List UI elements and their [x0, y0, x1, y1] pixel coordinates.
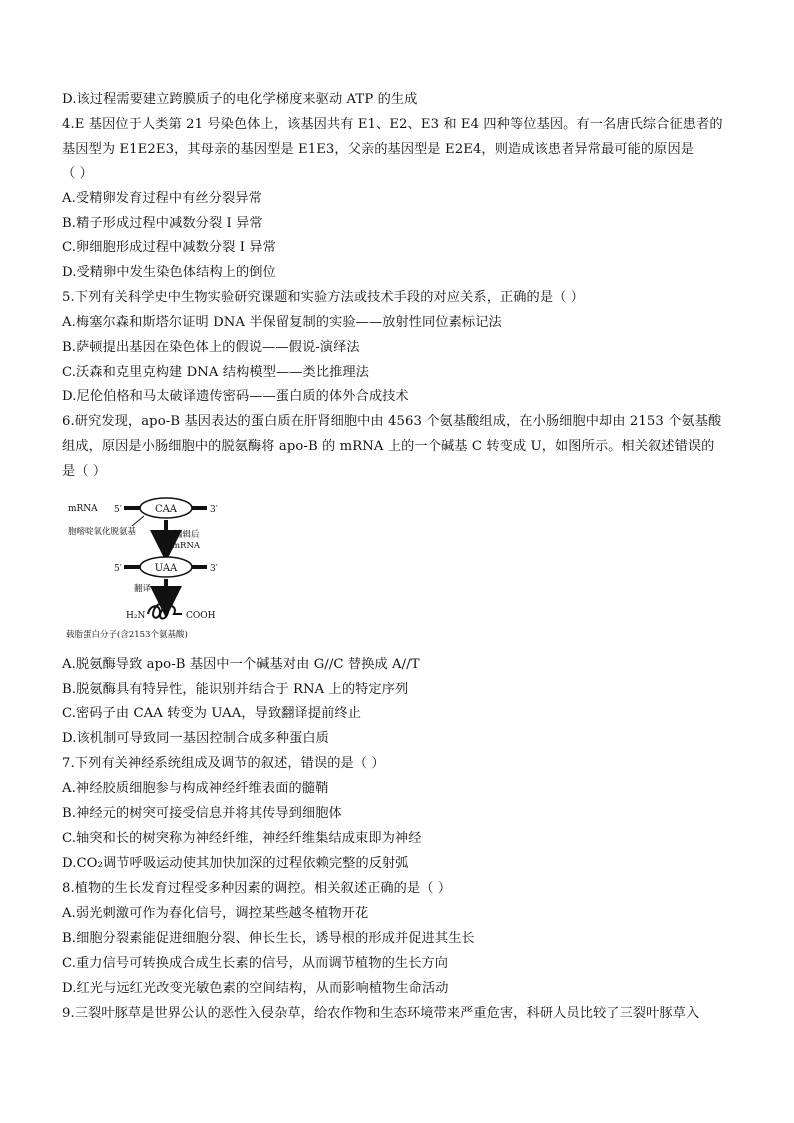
- option-d: D.受精卵中发生染色体结构上的倒位: [62, 265, 276, 280]
- option-c: C.卵细胞形成过程中减数分裂 I 异常: [62, 240, 276, 255]
- option-b: B.萨顿提出基因在染色体上的假说——假说-演绎法: [62, 340, 360, 355]
- option-c: C.密码子由 CAA 转变为 UAA，导致翻译提前终止: [62, 706, 361, 721]
- question-6-stem: 6.研究发现，apo-B 基因表达的蛋白质在肝肾细胞中由 4563 个氨基酸组成，在小肠细胞中却由 2153 个氨基酸: [62, 414, 722, 429]
- option-a: A.神经胶质细胞参与构成神经纤维表面的髓鞘: [62, 781, 329, 796]
- question-8-stem: 8.植物的生长发育过程受多种因素的调控。相关叙述正确的是（ ）: [62, 881, 452, 896]
- enzyme-label: 胞嘧啶氧化脱氨基: [68, 527, 137, 537]
- c-terminus: COOH: [186, 611, 216, 621]
- option-a: A.弱光刺激可作为春化信号，调控某些越冬植物开花: [62, 906, 369, 921]
- option-c: C.重力信号可转换成合成生长素的信号，从而调节植物的生长方向: [62, 956, 449, 971]
- translate-label: 翻译: [134, 584, 152, 594]
- option-b: B.神经元的树突可接受信息并将其传导到细胞体: [62, 806, 342, 821]
- n-terminus: H₂N: [126, 611, 146, 621]
- text-line: 组成，原因是小肠细胞中的脱氨酶将 apo-B 的 mRNA 上的一个碱基 C 转变成 U，如图所示。相关叙述错误的: [62, 439, 715, 454]
- option-b: B.精子形成过程中减数分裂 I 异常: [62, 216, 263, 231]
- option-a: A.脱氨酶导致 apo-B 基因中一个碱基对由 G//C 替换成 A//T: [62, 657, 420, 672]
- five-prime-top: 5′: [114, 505, 122, 515]
- text-line: D.该过程需要建立跨膜质子的电化学梯度来驱动 ATP 的生成: [62, 92, 418, 107]
- codon-bottom: UAA: [154, 563, 178, 574]
- answer-blank: （ ）: [62, 166, 93, 181]
- enzyme-pointer: [132, 516, 144, 526]
- option-c: C.轴突和长的树突称为神经纤维，神经纤维集结成束即为神经: [62, 831, 422, 846]
- protein-chain: [148, 603, 182, 618]
- mrna-editing-diagram: [62, 492, 242, 642]
- option-a: A.受精卵发育过程中有丝分裂异常: [62, 191, 262, 206]
- option-b: B.细胞分裂素能促进细胞分裂、伸长生长，诱导根的形成并促进其生长: [62, 931, 475, 946]
- question-5-stem: 5.下列有关科学史中生物实验研究课题和实验方法或技术手段的对应关系，正确的是（ ）: [62, 290, 584, 305]
- question-9-stem: 9.三裂叶豚草是世界公认的恶性入侵杂草，给农作物和生态环境带来严重危害，科研人员比较了三裂叶豚草入: [62, 1006, 700, 1021]
- text-line: 基因型为 E1E2E3，其母亲的基因型是 E1E3，父亲的基因型是 E2E4，则造成该患者异常最可能的原因是: [62, 142, 695, 157]
- three-prime-bottom: 3′: [210, 564, 218, 574]
- question-4-stem: 4.E 基因位于人类第 21 号染色体上，该基因共有 E1、E2、E3 和 E4 四种等位基因。有一名唐氏综合征患者的: [62, 117, 723, 132]
- three-prime-top: 3′: [210, 505, 218, 515]
- option-c: C.沃森和克里克构建 DNA 结构模型——类比推理法: [62, 365, 369, 380]
- option-b: B.脱氨酶具有特异性，能识别并结合于 RNA 上的特定序列: [62, 682, 409, 697]
- option-d: D.该机制可导致同一基因控制合成多种蛋白质: [62, 731, 329, 746]
- option-d: D.红光与远红光改变光敏色素的空间结构，从而影响植物生命活动: [62, 981, 449, 996]
- option-d: D.CO₂调节呼吸运动使其加快加深的过程依赖完整的反射弧: [62, 856, 409, 871]
- question-7-stem: 7.下列有关神经系统组成及调节的叙述，错误的是（ ）: [62, 756, 385, 771]
- text-line: 是（ ）: [62, 464, 107, 479]
- option-d: D.尼伦伯格和马太破译遗传密码——蛋白质的体外合成技术: [62, 389, 409, 404]
- protein-caption: 载脂蛋白分子(含2153个氨基酸): [66, 630, 188, 640]
- codon-top: CAA: [154, 504, 178, 515]
- edited-mrna-label: mRNA: [172, 541, 201, 551]
- five-prime-bottom: 5′: [114, 564, 122, 574]
- option-a: A.梅塞尔森和斯塔尔证明 DNA 半保留复制的实验——放射性同位素标记法: [62, 315, 502, 330]
- edited-label: 编辑后: [174, 530, 200, 540]
- mrna-label: mRNA: [68, 504, 98, 514]
